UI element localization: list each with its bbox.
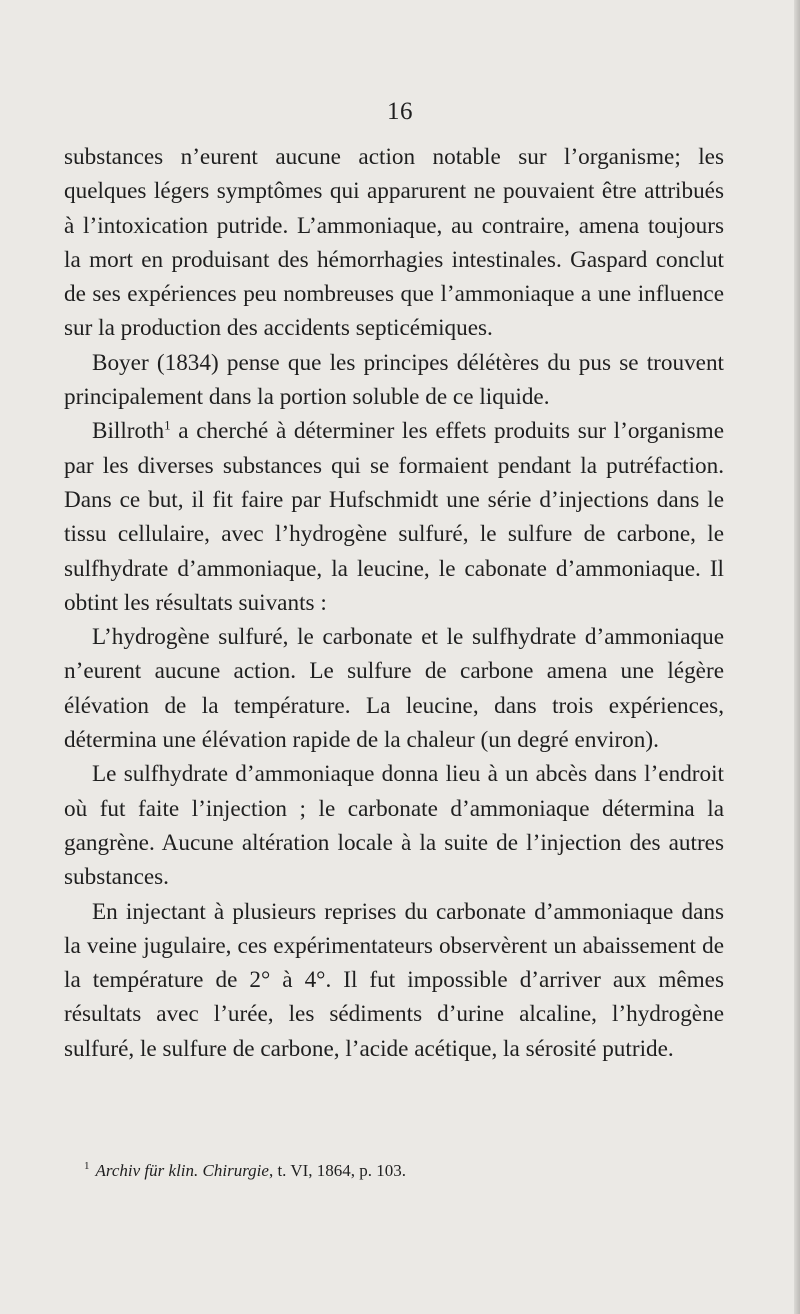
paragraph <box>64 414 724 620</box>
footnote-title: Archiv für klin. Chirurgie <box>95 1161 269 1180</box>
paragraph-body: a cherché à déterminer les effets produits sur l’organisme par les diverses substances qui se formaient pendant la putréfaction. Dans ce but, il fit faire par Hufschmidt une série d’injections dans le tissu cellulaire, avec l’hydrogène sulfuré, le sulfure de carbone, le sulfhydrate d’ammoniaque, la leucine, le cabonate d’ammoniaque. Il obtint les résultats suivants : <box>64 418 724 616</box>
paragraph: En injectant à plusieurs reprises du carbonate d’ammoniaque dans la veine jugulaire, ces expérimentateurs observèrent un abaissement de la température de 2° à 4°. Il fut impossible d’arriver aux mêmes résultats avec l’urée, les sédiments d’urine alcaline, l’hydrogène sulfuré, le sulfure de carbone, l’acide acétique, la sérosité putride. <box>64 898 724 1062</box>
footnote <box>84 1160 724 1182</box>
body-text <box>64 140 724 1066</box>
paragraph: L’hydrogène sulfuré, le carbonate et le sulfhydrate d’ammoniaque n’eurent aucune action. Le sulfure de carbone amena une légère élévation de la température. La leucine, dans trois expériences, détermina une élévation rapide de la chaleur (un degré environ). <box>64 624 724 754</box>
paragraph: Boyer (1834) pense que les principes délétères du pus se trouvent principalement dans la portion soluble de ce liquide. <box>64 349 724 411</box>
page-edge <box>794 0 800 1314</box>
footnote-reference: 1 <box>164 417 171 433</box>
paragraph: substances n’eurent aucune action notable sur l’organisme; les quelques légers symptômes qui apparurent ne pouvaient être attribués à l’intoxication putride. L’ammoniaque, au contraire, amena toujours la mort en produisant des hémorrhagies intestinales. Gaspard conclut de ses expériences peu nombreuses que l’ammoniaque a une influence sur la production des accidents septicémiques. <box>64 144 724 342</box>
page-number: 16 <box>387 98 413 125</box>
footnote-mark: 1 <box>84 1160 90 1173</box>
footnote-citation: , t. VI, 1864, p. 103. <box>268 1161 407 1180</box>
paragraph-lead: Billroth <box>92 418 165 445</box>
paragraph: Le sulfhydrate d’ammoniaque donna lieu à un abcès dans l’endroit où fut faite l’injection ; le carbonate d’ammoniaque détermina la gangrène. Aucune altération locale à la suite de l’injection des autres substances. <box>64 761 724 891</box>
